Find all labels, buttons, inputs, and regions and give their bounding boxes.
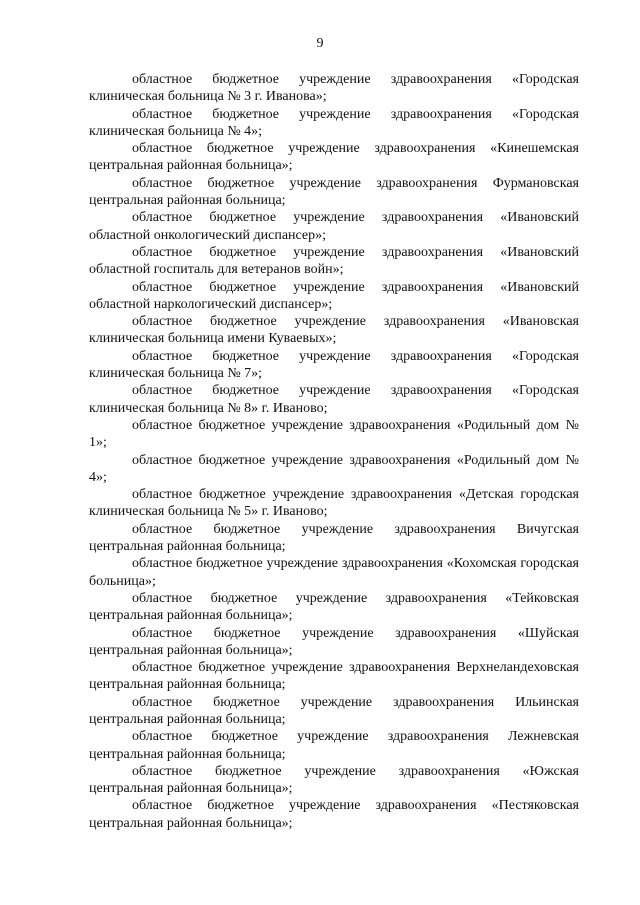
list-item-paragraph: областное бюджетное учреждение здравоохранения «Городская клиническая больница № 8» г. Иваново; (89, 383, 579, 416)
list-item-paragraph: областное бюджетное учреждение здравоохранения «Родильный дом № 1»; (89, 417, 579, 451)
list-item-paragraph: областное бюджетное учреждение здравоохранения «Городская клиническая больница № 7»; (89, 348, 579, 382)
list-item-paragraph: областное бюджетное учреждение здравоохранения «Городская клиническая больница № 3 г. Иванова»; (89, 72, 579, 105)
list-item-paragraph: областное бюджетное учреждение здравоохранения «Шуйская центральная районная больница»; (89, 625, 579, 658)
list-item-paragraph: областное бюджетное учреждение здравоохранения «Ивановская клиническая больница имени Куваевых»; (89, 314, 579, 347)
list-item-paragraph: областное бюджетное учреждение здравоохранения Вичугская центральная районная больница; (89, 521, 579, 555)
list-item-paragraph: областное бюджетное учреждение здравоохранения «Кохомская городская больница»; (89, 556, 579, 589)
list-item-paragraph: областное бюджетное учреждение здравоохранения «Тейковская центральная районная больница»; (89, 590, 579, 624)
list-item-paragraph: областное бюджетное учреждение здравоохранения «Городская клиническая больница № 4»; (89, 106, 579, 139)
list-item-paragraph: областное бюджетное учреждение здравоохранения «Ивановский областной госпиталь для ветеранов войн»; (89, 244, 579, 278)
list-item-paragraph: областное бюджетное учреждение здравоохранения Верхнеландеховская центральная районная больница; (89, 660, 579, 693)
list-item-paragraph: областное бюджетное учреждение здравоохранения «Детская городская клиническая больница № 5» г. Иваново; (89, 487, 579, 520)
list-item-paragraph: областное бюджетное учреждение здравоохранения «Южская центральная районная больница»; (89, 763, 579, 797)
list-item-paragraph: областное бюджетное учреждение здравоохранения Ильинская центральная районная больница; (89, 694, 579, 727)
list-item-paragraph: областное бюджетное учреждение здравоохранения Фурмановская центральная районная больница; (89, 175, 579, 209)
list-item-paragraph: областное бюджетное учреждение здравоохранения «Ивановский областной онкологический диспансер»; (89, 210, 579, 243)
list-item-paragraph: областное бюджетное учреждение здравоохранения «Ивановский областной наркологический диспансер»; (89, 279, 579, 312)
list-item-paragraph: областное бюджетное учреждение здравоохранения Лежневская центральная районная больница; (89, 729, 579, 762)
list-item-paragraph: областное бюджетное учреждение здравоохранения «Пестяковская центральная районная больница»; (89, 798, 579, 831)
list-item-paragraph: областное бюджетное учреждение здравоохранения «Родильный дом № 4»; (89, 452, 579, 485)
list-item-paragraph: областное бюджетное учреждение здравоохранения «Кинешемская центральная районная больница»; (89, 141, 579, 174)
page-number: 9 (316, 36, 324, 51)
document-body (89, 71, 579, 832)
